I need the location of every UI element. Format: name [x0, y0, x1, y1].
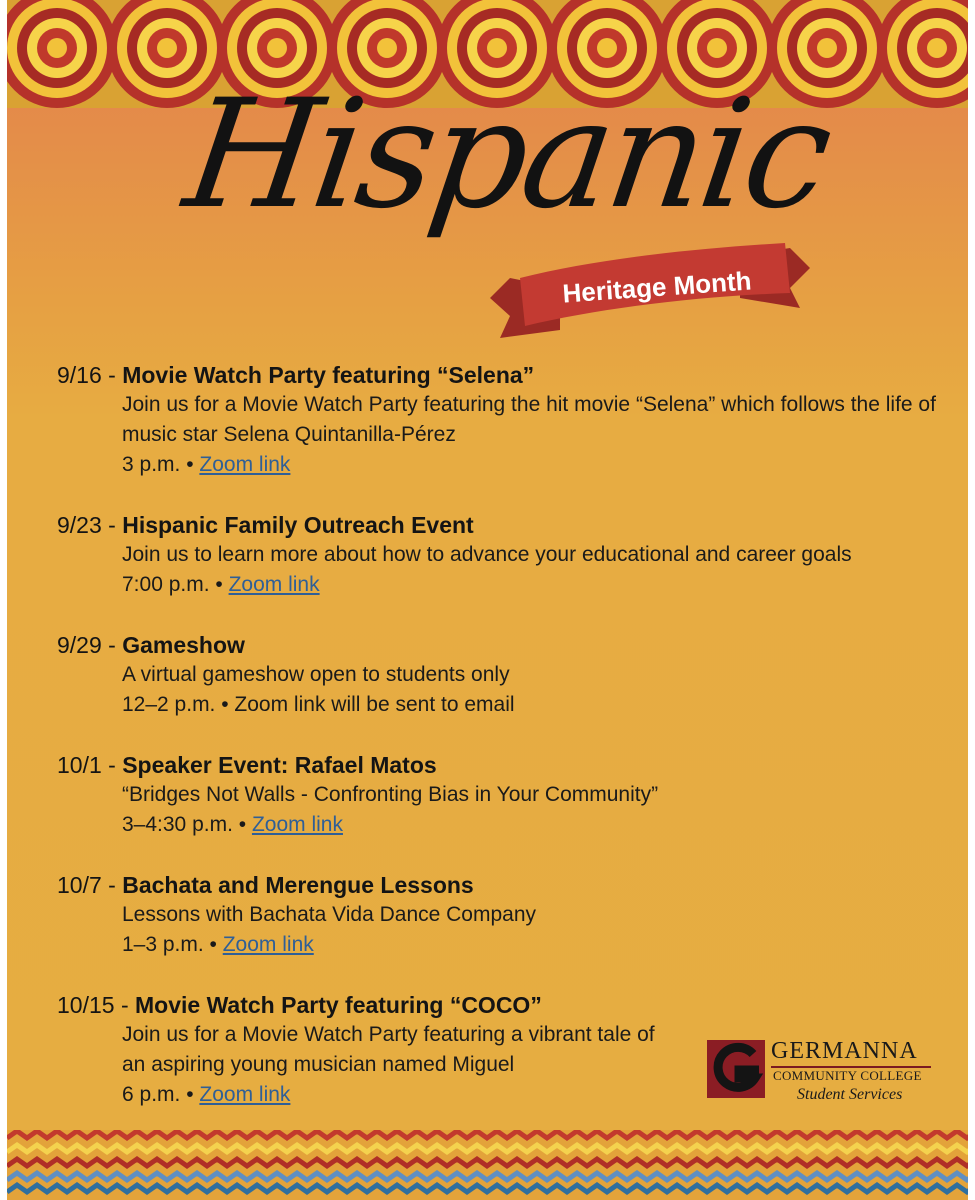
pattern-ring — [597, 38, 617, 58]
event-details — [122, 900, 957, 960]
zoom-link[interactable]: Zoom link — [199, 453, 291, 476]
event-description: “Bridges Not Walls - Confronting Bias in Your Community” — [122, 783, 659, 806]
event-header — [57, 750, 957, 780]
event-time-row — [122, 570, 957, 600]
decorative-pattern-bottom — [7, 1130, 968, 1200]
event-description: Join us for a Movie Watch Party featuring a vibrant tale of an aspiring young musician named Miguel — [122, 1023, 655, 1076]
pattern-ring — [267, 38, 287, 58]
logo-department: Student Services — [797, 1086, 903, 1103]
event-time-row — [122, 1080, 682, 1110]
event-name: Gameshow — [122, 632, 245, 658]
event-item — [57, 870, 957, 960]
event-details — [122, 1020, 682, 1110]
event-date: 10/7 - — [57, 872, 123, 898]
event-details — [122, 660, 957, 720]
event-time: 3–4:30 p.m. • — [122, 813, 252, 836]
event-date: 10/15 - — [57, 992, 135, 1018]
event-item — [57, 630, 957, 720]
event-time-row — [122, 930, 957, 960]
event-header — [57, 510, 957, 540]
event-time-row — [122, 810, 957, 840]
event-time: 12–2 p.m. • Zoom link will be sent to email — [122, 693, 515, 716]
event-time: 1–3 p.m. • — [122, 933, 223, 956]
event-item — [57, 750, 957, 840]
event-name: Bachata and Merengue Lessons — [122, 872, 474, 898]
event-description: Join us for a Movie Watch Party featuring the hit movie “Selena” which follows the life of music star Selena Quintanilla-Pérez — [122, 393, 936, 446]
pattern-ring — [707, 38, 727, 58]
zoom-link[interactable]: Zoom link — [251, 813, 343, 836]
event-header — [57, 870, 957, 900]
zoom-link[interactable]: Zoom link — [199, 1083, 291, 1106]
pattern-ring — [47, 38, 67, 58]
event-header — [57, 360, 957, 390]
event-date: 9/23 - — [57, 512, 123, 538]
event-date: 9/29 - — [57, 632, 123, 658]
event-date: 9/16 - — [57, 362, 123, 388]
event-time: 7:00 p.m. • — [122, 573, 229, 596]
germanna-g-logo-icon — [707, 1040, 765, 1098]
pattern-ring — [377, 38, 397, 58]
logo-name: GERMANNA — [771, 1038, 918, 1064]
pattern-ring — [817, 38, 837, 58]
event-time: 3 p.m. • — [122, 453, 200, 476]
event-name: Speaker Event: Rafael Matos — [122, 752, 437, 778]
pattern-ring — [927, 38, 947, 58]
events-list — [57, 360, 957, 1140]
event-item — [57, 510, 957, 600]
event-name: Movie Watch Party featuring “Selena” — [122, 362, 535, 388]
event-time-row — [122, 450, 957, 480]
event-header — [57, 630, 957, 660]
page-title: Hispanic — [175, 68, 839, 242]
event-time-row — [122, 690, 957, 720]
event-header — [57, 990, 957, 1020]
poster — [7, 0, 968, 1200]
event-details — [122, 390, 957, 480]
zoom-link[interactable]: Zoom link — [228, 573, 320, 596]
college-logo — [707, 1036, 937, 1106]
event-description: Lessons with Bachata Vida Dance Company — [122, 903, 537, 926]
event-details — [122, 540, 957, 600]
logo-subtitle: COMMUNITY COLLEGE — [773, 1068, 922, 1083]
event-description: A virtual gameshow open to students only — [122, 663, 510, 686]
event-time: 6 p.m. • — [122, 1083, 200, 1106]
zoom-link[interactable]: Zoom link — [222, 933, 314, 956]
pattern-ring — [157, 38, 177, 58]
event-item — [57, 360, 957, 480]
event-description: Join us to learn more about how to advance your educational and career goals — [122, 543, 852, 566]
event-name: Movie Watch Party featuring “COCO” — [135, 992, 542, 1018]
event-details — [122, 780, 957, 840]
pattern-ring — [487, 38, 507, 58]
page-subtitle: Heritage Month — [561, 265, 753, 309]
event-date: 10/1 - — [57, 752, 123, 778]
event-name: Hispanic Family Outreach Event — [122, 512, 474, 538]
